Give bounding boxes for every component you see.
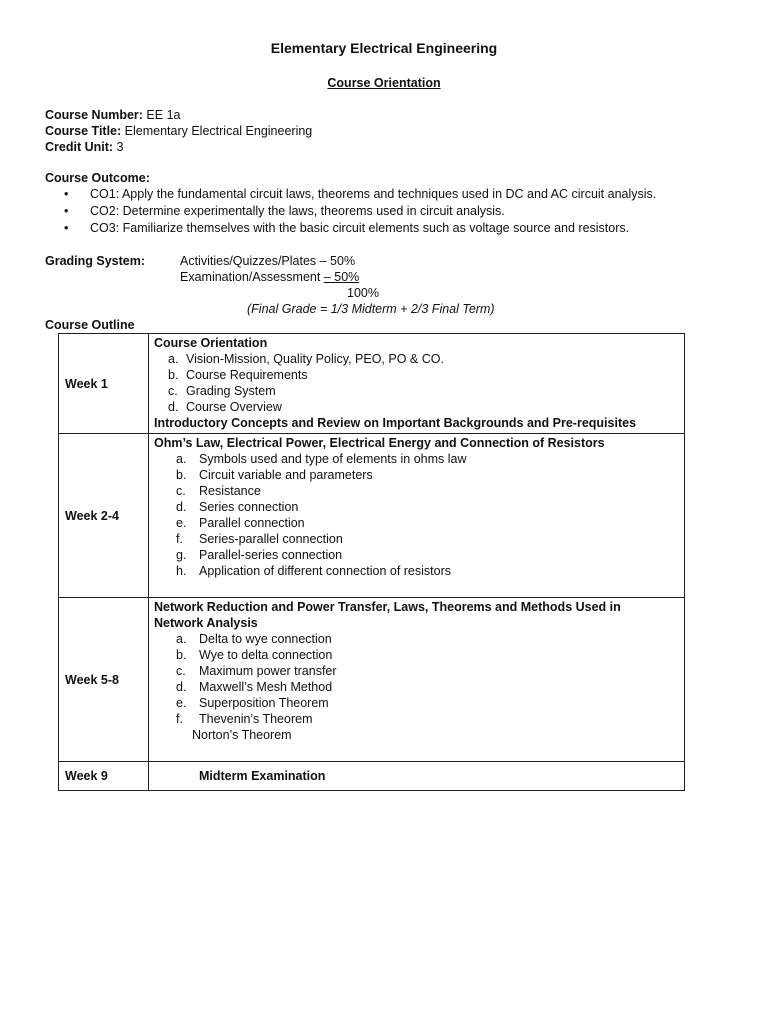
list-item (154, 499, 684, 515)
list-item (154, 727, 684, 743)
item-marker: e. (176, 696, 187, 710)
bullet-icon: • (64, 204, 69, 218)
week-content (149, 334, 685, 434)
list-item (154, 679, 684, 695)
item-text: Series connection (199, 500, 299, 514)
week-label: Week 9 (59, 762, 149, 791)
course-outline-heading: Course Outline (45, 318, 135, 332)
item-marker: d. (176, 680, 187, 694)
item-text: Maxwell’s Mesh Method (199, 680, 333, 694)
list-item (154, 695, 684, 711)
course-outcome-heading: Course Outcome: (45, 171, 150, 185)
item-text: Grading System (186, 384, 276, 398)
item-text: Parallel-series connection (199, 548, 343, 562)
credit-unit-value: 3 (116, 140, 124, 154)
item-marker: b. (176, 648, 187, 662)
item-marker: a. (168, 352, 179, 366)
section-subtitle: Course Orientation (327, 76, 441, 90)
topic-footer: Introductory Concepts and Review on Important Backgrounds and Pre-requisites (154, 416, 637, 430)
spacer (154, 743, 684, 759)
course-number-row (45, 107, 312, 123)
final-grade-formula: (Final Grade = 1/3 Midterm + 2/3 Final Term) (247, 302, 495, 316)
item-marker: c. (176, 484, 186, 498)
item-marker: d. (168, 400, 179, 414)
list-item (154, 399, 684, 415)
course-number-value: EE 1a (146, 108, 181, 122)
topic-heading-continued: Network Analysis (154, 616, 258, 630)
course-outcome-item (64, 186, 656, 203)
list-item (154, 547, 684, 563)
course-outcome-item (64, 203, 656, 220)
list-item (154, 647, 684, 663)
item-text: Application of different connection of resistors (199, 564, 451, 578)
grading-system-details (180, 253, 495, 316)
table-row (59, 434, 685, 598)
topic-heading: Network Reduction and Power Transfer, Laws, Theorems and Methods Used in (154, 600, 621, 614)
grading-system-label: Grading System: (45, 254, 146, 268)
topic-heading: Midterm Examination (199, 768, 326, 783)
item-text: Norton’s Theorem (192, 728, 292, 742)
grading-exam-line (180, 269, 359, 285)
item-text: Series-parallel connection (199, 532, 343, 546)
list-item (154, 515, 684, 531)
course-title-row (45, 123, 312, 139)
item-marker: e. (176, 516, 187, 530)
document-title: Elementary Electrical Engineering (270, 40, 498, 56)
week-content (149, 762, 685, 791)
item-text: Vision-Mission, Quality Policy, PEO, PO & CO. (186, 352, 444, 366)
item-marker: b. (168, 368, 179, 382)
item-marker: c. (168, 384, 178, 398)
table-row (59, 334, 685, 434)
item-marker: c. (176, 664, 186, 678)
list-item (154, 383, 684, 399)
item-marker: h. (176, 564, 187, 578)
list-item (154, 451, 684, 467)
item-text: Course Overview (186, 400, 282, 414)
week-label: Week 2-4 (59, 434, 149, 598)
item-marker: f. (176, 712, 183, 726)
item-text: Thevenin’s Theorem (199, 712, 313, 726)
item-text: Wye to delta connection (199, 648, 333, 662)
list-item (154, 367, 684, 383)
credit-unit-label: Credit Unit: (45, 140, 114, 154)
table-row (59, 762, 685, 791)
outcome-text: CO3: Familiarize themselves with the basic circuit elements such as voltage source and resistors. (90, 221, 630, 235)
topic-heading-row (154, 768, 684, 784)
course-number-label: Course Number: (45, 108, 143, 122)
course-title-label: Course Title: (45, 124, 122, 138)
list-item (154, 467, 684, 483)
grading-exam-label: Examination/Assessment (180, 270, 324, 284)
item-text: Circuit variable and parameters (199, 468, 373, 482)
list-item (154, 531, 684, 547)
item-marker: a. (176, 452, 187, 466)
grading-activities-line: Activities/Quizzes/Plates – 50% (180, 254, 356, 268)
grading-exam-percent: – 50% (323, 270, 360, 284)
item-text: Symbols used and type of elements in ohms law (199, 452, 467, 466)
week-content (149, 598, 685, 762)
list-item (154, 483, 684, 499)
list-item (154, 351, 684, 367)
item-text: Parallel connection (199, 516, 305, 530)
bullet-icon: • (64, 187, 69, 201)
outcome-text: CO1: Apply the fundamental circuit laws, theorems and techniques used in DC and AC circuit analysis. (90, 187, 657, 201)
topic-heading: Course Orientation (154, 336, 268, 350)
course-title-value: Elementary Electrical Engineering (124, 124, 313, 138)
topic-heading: Ohm’s Law, Electrical Power, Electrical Energy and Connection of Resistors (154, 436, 605, 450)
course-outcome-item (64, 220, 656, 237)
week-label: Week 5-8 (59, 598, 149, 762)
item-marker: d. (176, 500, 187, 514)
list-item (154, 663, 684, 679)
item-marker: g. (176, 548, 187, 562)
table-row (59, 598, 685, 762)
week-label: Week 1 (59, 334, 149, 434)
list-item (154, 711, 684, 727)
item-text: Course Requirements (186, 368, 308, 382)
credit-unit-row (45, 139, 312, 155)
grading-total: 100% (347, 286, 379, 300)
bullet-icon: • (64, 221, 69, 235)
list-item (154, 631, 684, 647)
spacer (154, 579, 684, 595)
course-outcome-list (64, 186, 656, 237)
item-text: Delta to wye connection (199, 632, 332, 646)
item-marker: b. (176, 468, 187, 482)
item-text: Resistance (199, 484, 261, 498)
item-text: Superposition Theorem (199, 696, 329, 710)
item-marker: f. (176, 532, 183, 546)
week-content (149, 434, 685, 598)
item-marker: a. (176, 632, 187, 646)
item-text: Maximum power transfer (199, 664, 337, 678)
course-info (45, 107, 312, 155)
course-outline-table (58, 333, 685, 791)
outcome-text: CO2: Determine experimentally the laws, theorems used in circuit analysis. (90, 204, 505, 218)
list-item (154, 563, 684, 579)
